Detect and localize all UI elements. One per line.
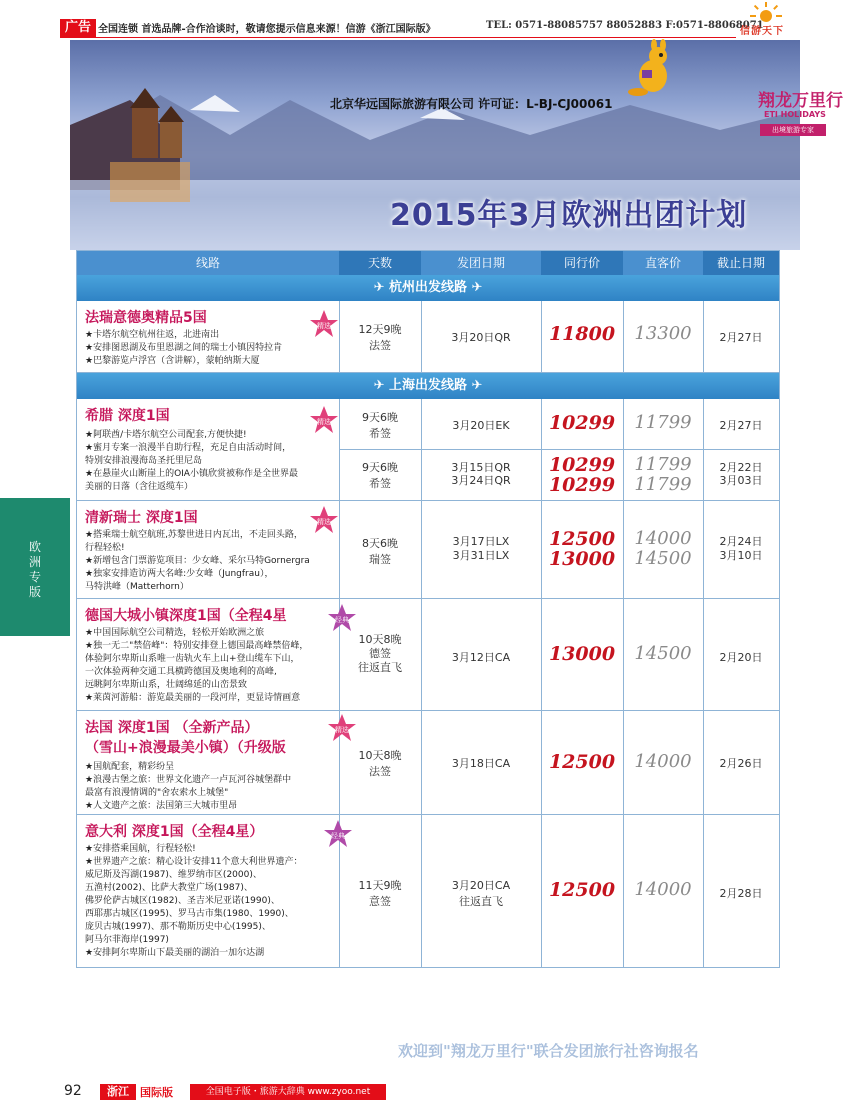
featured-badge-icon	[327, 713, 357, 743]
retail-price: 14000	[634, 879, 692, 900]
section-shanghai: ✈ 上海出发线路 ✈	[77, 373, 779, 399]
days-cell	[339, 409, 421, 441]
featured-badge-icon	[309, 505, 339, 535]
feature-line: 远眺阿尔卑斯山系，壮阔绵延的山峦景致	[85, 680, 248, 690]
feature-line: ★巴黎游览卢浮宫（含讲解），蒙帕纳斯大厦	[85, 356, 260, 366]
feature-line: ★莱茵河游船：游览最美丽的一段河岸，更显诗情画意	[85, 693, 301, 703]
deadline: 2月27日	[719, 419, 763, 432]
feature-line: ★安排搭乘国航，行程轻松!	[85, 844, 196, 854]
departure-date: 3月20日QR	[451, 331, 511, 344]
brand-tagline: 出境旅游专家	[760, 124, 826, 136]
feature-line: ★新增包含门票游览项目：少女峰、采尔马特Gornergra	[85, 556, 310, 566]
peer-price: 12500	[548, 879, 616, 901]
route-name: 希腊 深度1国	[85, 408, 170, 424]
deadline: 3月03日	[719, 474, 763, 487]
route-name: 法瑞意德奥精品5国	[85, 310, 207, 326]
route-features	[85, 329, 282, 368]
feature-line: ★搭乘瑞士航空航班,苏黎世进日内瓦出，不走回头路，	[85, 530, 303, 540]
feature-line: ★世界遗产之旅：精心设计安排11个意大利世界遗产：	[85, 857, 303, 867]
table-row	[77, 599, 779, 711]
header-route: 线路	[195, 256, 220, 270]
departure-date: 3月20日CA	[451, 879, 511, 892]
retail-price: 11799	[634, 412, 692, 433]
departure-dates	[421, 535, 541, 563]
days-cell	[339, 321, 421, 353]
deadline: 2月20日	[719, 651, 763, 664]
feature-line: ★蜜月专案一浪漫半自助行程，充足自由活动时间，	[85, 443, 292, 453]
retail-prices	[623, 529, 703, 569]
peer-price: 12500	[548, 528, 616, 550]
retail-price: 14500	[634, 548, 692, 569]
retail-price: 13300	[634, 323, 692, 344]
peer-price: 13000	[548, 548, 616, 570]
feature-line: 佛罗伦萨古城区(1982)、圣吉米尼亚诺(1990)、	[85, 896, 280, 906]
deadline: 2月24日	[719, 535, 763, 548]
feature-line: 一次体验两种交通工具横跨德国及奥地利的高峰,	[85, 667, 277, 677]
featured-badge-icon	[309, 309, 339, 339]
feature-line: ★国航配套，精彩纷呈	[85, 762, 175, 772]
route-name: 法国 深度1国 （全新产品）	[85, 720, 259, 736]
table-row	[77, 711, 779, 815]
route-features	[85, 843, 303, 960]
departure-date: 3月31日LX	[452, 549, 510, 562]
feature-line: 威尼斯及泻湖(1987)、维罗纳市区(2000)、	[85, 870, 262, 880]
footer-website: 全国电子版・旅游大辞典 www.zyoo.net	[190, 1084, 386, 1100]
tour-schedule-table	[76, 250, 780, 968]
deadlines	[703, 535, 779, 563]
side-tab-label: 欧洲专版	[28, 540, 41, 599]
retail-price: 11799	[634, 454, 692, 475]
route-features	[85, 627, 308, 705]
visa: 瑞签	[369, 553, 391, 566]
peer-price: 10299	[548, 412, 616, 434]
days: 9天6晚	[362, 461, 398, 474]
deadlines	[703, 461, 779, 487]
feature-line: 行程轻松!	[85, 543, 125, 553]
feature-line: 西耶那古城区(1995)、罗马古市集(1980、1990)、	[85, 909, 294, 919]
days-cell	[339, 633, 421, 675]
header-deadline: 截止日期	[703, 251, 779, 275]
feature-line: 马特洪峰（Matterhorn）	[85, 582, 189, 592]
deadline: 2月28日	[719, 887, 763, 900]
brand-name: 信游天下	[740, 26, 784, 37]
visa: 法签	[369, 765, 391, 778]
peer-price: 12500	[548, 751, 616, 773]
visa: 希签	[369, 427, 391, 440]
visa: 希签	[369, 477, 391, 490]
retail-price: 14500	[634, 643, 692, 664]
featured-badge-icon	[309, 405, 339, 435]
flight-note: 往返直飞	[459, 895, 503, 908]
visa: 法签	[369, 339, 391, 352]
svg-text:经典: 经典	[331, 832, 345, 840]
days: 10天8晚	[358, 633, 402, 646]
route-features	[85, 529, 310, 594]
route-features	[85, 761, 291, 813]
page-title: 2015年3月欧洲出团计划	[390, 198, 748, 233]
flight-note: 往返直飞	[358, 661, 402, 674]
kangaroo-mascot-icon	[618, 40, 688, 100]
table-row	[77, 501, 779, 599]
days-cell	[339, 459, 421, 491]
departure-dates	[421, 877, 541, 909]
company-license: 北京华远国际旅游有限公司 许可证：L-BJ-CJ00061	[330, 97, 613, 111]
footer-region-tag: 浙江	[100, 1084, 136, 1100]
sub-row-divider	[339, 449, 779, 450]
section-hangzhou: ✈ 杭州出发线路 ✈	[77, 275, 779, 301]
feature-line: ★在悬崖火山断崖上的OIA小镇欣赏被称作是全世界最	[85, 469, 298, 479]
peer-prices	[541, 455, 623, 495]
route-name-line2: （雪山+浪漫最美小镇）（升级版	[85, 740, 286, 756]
route-name: 意大利 深度1国（全程4星）	[85, 824, 264, 840]
route-features	[85, 429, 298, 494]
feature-line: 特别安排浪漫海岛圣托里尼岛	[85, 456, 203, 466]
days: 9天6晚	[362, 411, 398, 424]
brand-logo-en: ETI HOLIDAYS	[764, 110, 826, 119]
welcome-slogan: 欢迎到"翔龙万里行"联合发团旅行社咨询报名	[398, 1042, 699, 1060]
days: 10天8晚	[358, 749, 402, 762]
table-row	[77, 399, 779, 501]
feature-line: ★中国国际航空公司精选，轻松开始欧洲之旅	[85, 628, 265, 638]
days-cell	[339, 535, 421, 567]
classic-badge-icon	[323, 819, 353, 849]
route-name: 清新瑞士 深度1国	[85, 510, 198, 526]
svg-text:精选: 精选	[335, 726, 349, 734]
feature-line: ★安排阿尔卑斯山下最美丽的湖泊一加尔达湖	[85, 948, 265, 958]
classic-badge-icon	[327, 603, 357, 633]
feature-line: 庞贝古城(1997)、那不勒斯历史中心(1995)、	[85, 922, 271, 932]
header-days: 天数	[339, 251, 421, 275]
departure-date: 3月17日LX	[452, 535, 510, 548]
ad-text: 全国连锁 首选品牌-合作洽谈时，敬请您提示信息来源！信游《浙江国际版》	[98, 24, 436, 35]
days: 8天6晚	[362, 537, 398, 550]
route-name: 德国大城小镇深度1国（全程4星	[85, 608, 287, 624]
header-retail-price: 直客价	[644, 256, 681, 270]
feature-line: 美丽的日落（含往返缆车）	[85, 482, 194, 492]
ad-bar	[0, 0, 800, 38]
feature-line: ★浪漫古堡之旅：世界文化遗产一卢瓦河谷城堡群中	[85, 775, 292, 785]
departure-date: 3月18日CA	[451, 757, 511, 770]
peer-price: 13000	[548, 643, 616, 665]
visa: 德签	[369, 647, 391, 660]
page-number: 92	[64, 1083, 82, 1099]
svg-text:精选: 精选	[317, 518, 331, 526]
retail-price: 14000	[634, 751, 692, 772]
table-row	[77, 815, 779, 967]
header-date: 发团日期	[456, 256, 505, 270]
days-cell	[339, 747, 421, 779]
brand-logo-cn: 翔龙万里行	[758, 91, 843, 111]
svg-text:精选: 精选	[317, 322, 331, 330]
peer-prices	[541, 529, 623, 569]
deadline: 2月22日	[719, 461, 763, 474]
svg-text:精选: 精选	[317, 418, 331, 426]
days: 11天9晚	[358, 879, 402, 892]
svg-text:经典: 经典	[335, 616, 349, 624]
peer-price: 10299	[548, 454, 616, 476]
feature-line: 体验阿尔卑斯山系唯一齿轨火车上山+登山缆车下山，	[85, 654, 300, 664]
departure-dates	[421, 461, 541, 487]
ad-tag: 广告	[60, 19, 96, 37]
deadline: 2月26日	[719, 757, 763, 770]
feature-line: 五渔村(2002)、比萨大教堂广场(1987)、	[85, 883, 253, 893]
feature-line: ★独家安排造访两大名峰:少女峰（Jungfrau），	[85, 569, 274, 579]
feature-line: ★安排图恩湖及布里恩湖之间的瑞士小镇因特拉肯	[85, 343, 283, 353]
days-cell	[339, 877, 421, 909]
table-header	[77, 251, 779, 275]
banner	[70, 40, 843, 250]
feature-line: ★人文遗产之旅：法国第三大城市里昂	[85, 801, 238, 811]
ad-contact: TEL: 0571-88085757 88052883 F:0571-88068071	[486, 20, 764, 31]
deadline: 3月10日	[719, 549, 763, 562]
retail-price: 14000	[634, 528, 692, 549]
feature-line: 最富有浪漫情调的"舍农索水上城堡"	[85, 788, 229, 798]
deadline: 2月27日	[719, 331, 763, 344]
ad-divider	[60, 37, 736, 38]
days: 12天9晚	[358, 323, 402, 336]
departure-date: 3月20日EK	[452, 419, 510, 432]
departure-date: 3月15日QR	[451, 461, 511, 474]
peer-price: 10299	[548, 474, 616, 496]
departure-date: 3月12日CA	[451, 651, 511, 664]
feature-line: ★卡塔尔航空杭州往返，北进南出	[85, 330, 220, 340]
visa: 意签	[369, 895, 391, 908]
retail-prices	[623, 455, 703, 495]
retail-price: 11799	[634, 474, 692, 495]
feature-line: ★阿联酋/卡塔尔航空公司配套,方便快捷!	[85, 430, 247, 440]
peer-price: 11800	[548, 323, 616, 345]
table-row	[77, 301, 779, 373]
departure-date: 3月24日QR	[451, 474, 511, 487]
header-peer-price: 同行价	[541, 251, 623, 275]
feature-line: 阿马尔菲海岸(1997)	[85, 935, 169, 945]
feature-line: ★独一无二"禁倍峰"：特别安排登上德国最高峰禁倍峰，	[85, 641, 309, 651]
footer-edition: 国际版	[140, 1086, 173, 1099]
